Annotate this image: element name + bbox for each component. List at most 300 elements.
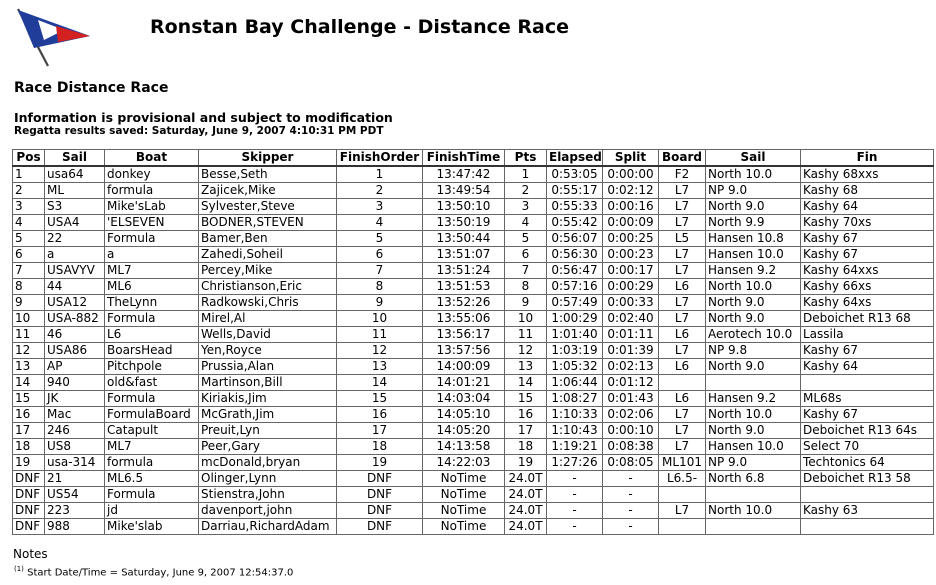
cell-finish-time: 14:05:10 bbox=[423, 407, 505, 423]
cell-finish-order: DNF bbox=[337, 471, 423, 487]
col-header-board: Board bbox=[659, 150, 706, 167]
cell-sail-make: North 9.0 bbox=[706, 295, 801, 311]
cell-sail-make: North 9.0 bbox=[706, 359, 801, 375]
table-row bbox=[13, 423, 934, 439]
cell-sail-make: North 9.0 bbox=[706, 199, 801, 215]
cell-pts: 3 bbox=[505, 199, 547, 215]
cell-finish-order: 17 bbox=[337, 423, 423, 439]
cell-skipper: Martinson,Bill bbox=[199, 375, 337, 391]
cell-elapsed: 0:57:49 bbox=[547, 295, 603, 311]
cell-finish-time: 14:01:21 bbox=[423, 375, 505, 391]
cell-sail: USA-882 bbox=[45, 311, 105, 327]
cell-pos: 9 bbox=[13, 295, 45, 311]
cell-sail: 246 bbox=[45, 423, 105, 439]
cell-board: L7 bbox=[659, 407, 706, 423]
cell-pts: 24.0T bbox=[505, 487, 547, 503]
cell-elapsed: 1:19:21 bbox=[547, 439, 603, 455]
cell-sail: US54 bbox=[45, 487, 105, 503]
results-table bbox=[12, 149, 934, 535]
cell-sail-make: North 9.9 bbox=[706, 215, 801, 231]
cell-finish-time: 13:57:56 bbox=[423, 343, 505, 359]
cell-pos: 4 bbox=[13, 215, 45, 231]
cell-board: L6.5- bbox=[659, 471, 706, 487]
cell-fin bbox=[801, 375, 934, 391]
col-header-finish-order: FinishOrder bbox=[337, 150, 423, 167]
start-time-note bbox=[14, 565, 293, 578]
cell-fin: Kashy 64 bbox=[801, 199, 934, 215]
cell-sail: US8 bbox=[45, 439, 105, 455]
cell-finish-time: 13:51:53 bbox=[423, 279, 505, 295]
cell-fin: Kashy 67 bbox=[801, 407, 934, 423]
cell-finish-order: 5 bbox=[337, 231, 423, 247]
cell-board: ML101 bbox=[659, 455, 706, 471]
cell-boat: Formula bbox=[105, 487, 199, 503]
cell-boat: Catapult bbox=[105, 423, 199, 439]
cell-sail: a bbox=[45, 247, 105, 263]
cell-board: L7 bbox=[659, 439, 706, 455]
cell-split: 0:00:23 bbox=[603, 247, 659, 263]
cell-skipper: McGrath,Jim bbox=[199, 407, 337, 423]
cell-sail: 44 bbox=[45, 279, 105, 295]
cell-skipper: Zahedi,Soheil bbox=[199, 247, 337, 263]
col-header-pts: Pts bbox=[505, 150, 547, 167]
cell-sail: 22 bbox=[45, 231, 105, 247]
cell-sail: S3 bbox=[45, 199, 105, 215]
cell-finish-time: 13:49:54 bbox=[423, 183, 505, 199]
cell-finish-order: 14 bbox=[337, 375, 423, 391]
cell-boat: Formula bbox=[105, 311, 199, 327]
results-saved-timestamp: Regatta results saved: Saturday, June 9, 2007 4:10:31 PM PDT bbox=[14, 125, 384, 137]
cell-pts: 15 bbox=[505, 391, 547, 407]
cell-pts: 6 bbox=[505, 247, 547, 263]
cell-pts: 24.0T bbox=[505, 519, 547, 535]
cell-boat: FormulaBoard bbox=[105, 407, 199, 423]
cell-pts: 12 bbox=[505, 343, 547, 359]
table-row bbox=[13, 455, 934, 471]
cell-skipper: davenport,john bbox=[199, 503, 337, 519]
cell-finish-order: DNF bbox=[337, 487, 423, 503]
cell-elapsed: 0:56:30 bbox=[547, 247, 603, 263]
cell-pts: 2 bbox=[505, 183, 547, 199]
cell-sail-make: North 9.0 bbox=[706, 311, 801, 327]
cell-board: L7 bbox=[659, 503, 706, 519]
cell-pos: 13 bbox=[13, 359, 45, 375]
cell-elapsed: - bbox=[547, 487, 603, 503]
cell-fin: Deboichet R13 58 bbox=[801, 471, 934, 487]
cell-finish-time: NoTime bbox=[423, 519, 505, 535]
cell-sail-make: North 10.0 bbox=[706, 279, 801, 295]
cell-elapsed: 1:27:26 bbox=[547, 455, 603, 471]
cell-elapsed: - bbox=[547, 471, 603, 487]
cell-boat: formula bbox=[105, 455, 199, 471]
cell-split: - bbox=[603, 471, 659, 487]
cell-sail-make: NP 9.8 bbox=[706, 343, 801, 359]
cell-finish-time: 14:13:58 bbox=[423, 439, 505, 455]
cell-sail: JK bbox=[45, 391, 105, 407]
cell-sail-make: NP 9.0 bbox=[706, 455, 801, 471]
cell-pos: 2 bbox=[13, 183, 45, 199]
table-row bbox=[13, 519, 934, 535]
cell-split: 0:00:10 bbox=[603, 423, 659, 439]
cell-fin: Deboichet R13 64s bbox=[801, 423, 934, 439]
cell-boat: Mike'slab bbox=[105, 519, 199, 535]
cell-finish-order: 16 bbox=[337, 407, 423, 423]
cell-elapsed: 1:03:19 bbox=[547, 343, 603, 359]
cell-pos: 3 bbox=[13, 199, 45, 215]
provisional-info: Information is provisional and subject to modification bbox=[14, 110, 393, 125]
cell-boat: old&fast bbox=[105, 375, 199, 391]
cell-fin: Kashy 64 bbox=[801, 359, 934, 375]
cell-board bbox=[659, 487, 706, 503]
cell-pts: 9 bbox=[505, 295, 547, 311]
cell-sail-make bbox=[706, 519, 801, 535]
cell-split: - bbox=[603, 519, 659, 535]
cell-board: L7 bbox=[659, 343, 706, 359]
cell-pts: 24.0T bbox=[505, 471, 547, 487]
cell-skipper: Preuit,Lyn bbox=[199, 423, 337, 439]
cell-finish-order: 1 bbox=[337, 166, 423, 183]
cell-pos: 15 bbox=[13, 391, 45, 407]
table-row bbox=[13, 279, 934, 295]
table-row bbox=[13, 295, 934, 311]
cell-fin bbox=[801, 487, 934, 503]
cell-finish-time: NoTime bbox=[423, 487, 505, 503]
cell-pos: DNF bbox=[13, 519, 45, 535]
cell-finish-order: DNF bbox=[337, 503, 423, 519]
cell-pos: 14 bbox=[13, 375, 45, 391]
cell-pts: 18 bbox=[505, 439, 547, 455]
cell-pos: 12 bbox=[13, 343, 45, 359]
cell-fin: Kashy 63 bbox=[801, 503, 934, 519]
cell-pts: 8 bbox=[505, 279, 547, 295]
cell-elapsed: 0:57:16 bbox=[547, 279, 603, 295]
cell-split: 0:02:40 bbox=[603, 311, 659, 327]
table-row bbox=[13, 183, 934, 199]
cell-skipper: Olinger,Lynn bbox=[199, 471, 337, 487]
cell-skipper: Bamer,Ben bbox=[199, 231, 337, 247]
cell-boat: a bbox=[105, 247, 199, 263]
cell-finish-time: NoTime bbox=[423, 503, 505, 519]
cell-split: 0:00:25 bbox=[603, 231, 659, 247]
results-header-row bbox=[13, 150, 934, 167]
cell-sail: USA4 bbox=[45, 215, 105, 231]
cell-pos: 7 bbox=[13, 263, 45, 279]
cell-finish-time: 14:00:09 bbox=[423, 359, 505, 375]
cell-finish-order: 2 bbox=[337, 183, 423, 199]
cell-pos: DNF bbox=[13, 503, 45, 519]
cell-boat: TheLynn bbox=[105, 295, 199, 311]
cell-boat: jd bbox=[105, 503, 199, 519]
burgee-flag-logo bbox=[12, 6, 92, 68]
cell-board bbox=[659, 375, 706, 391]
cell-pos: 11 bbox=[13, 327, 45, 343]
cell-finish-time: 14:05:20 bbox=[423, 423, 505, 439]
cell-pts: 16 bbox=[505, 407, 547, 423]
table-row bbox=[13, 199, 934, 215]
cell-elapsed: 1:01:40 bbox=[547, 327, 603, 343]
cell-elapsed: 1:10:43 bbox=[547, 423, 603, 439]
cell-pos: 18 bbox=[13, 439, 45, 455]
cell-finish-order: 19 bbox=[337, 455, 423, 471]
table-row bbox=[13, 231, 934, 247]
cell-skipper: Sylvester,Steve bbox=[199, 199, 337, 215]
cell-finish-order: 4 bbox=[337, 215, 423, 231]
cell-skipper: Mirel,Al bbox=[199, 311, 337, 327]
cell-skipper: BODNER,STEVEN bbox=[199, 215, 337, 231]
cell-split: - bbox=[603, 487, 659, 503]
cell-finish-time: 13:51:24 bbox=[423, 263, 505, 279]
cell-board: L6 bbox=[659, 391, 706, 407]
cell-sail-make: Aerotech 10.0 bbox=[706, 327, 801, 343]
cell-skipper: Stienstra,John bbox=[199, 487, 337, 503]
cell-finish-time: 13:50:10 bbox=[423, 199, 505, 215]
cell-finish-time: 14:03:04 bbox=[423, 391, 505, 407]
cell-skipper: Yen,Royce bbox=[199, 343, 337, 359]
cell-fin: Kashy 66xs bbox=[801, 279, 934, 295]
col-header-finish-time: FinishTime bbox=[423, 150, 505, 167]
cell-board: L7 bbox=[659, 199, 706, 215]
table-row bbox=[13, 407, 934, 423]
cell-pos: 16 bbox=[13, 407, 45, 423]
cell-pts: 13 bbox=[505, 359, 547, 375]
cell-sail-make: North 6.8 bbox=[706, 471, 801, 487]
cell-sail: 46 bbox=[45, 327, 105, 343]
cell-sail: 988 bbox=[45, 519, 105, 535]
cell-boat: 'ELSEVEN bbox=[105, 215, 199, 231]
cell-sail: 223 bbox=[45, 503, 105, 519]
cell-finish-order: 7 bbox=[337, 263, 423, 279]
col-header-split: Split bbox=[603, 150, 659, 167]
cell-fin: Kashy 67 bbox=[801, 231, 934, 247]
cell-sail: usa-314 bbox=[45, 455, 105, 471]
col-header-fin: Fin bbox=[801, 150, 934, 167]
cell-fin: Lassila bbox=[801, 327, 934, 343]
cell-finish-order: DNF bbox=[337, 519, 423, 535]
cell-fin: Kashy 70xs bbox=[801, 215, 934, 231]
notes-heading: Notes bbox=[13, 547, 48, 561]
cell-board: L6 bbox=[659, 279, 706, 295]
cell-board: L6 bbox=[659, 327, 706, 343]
cell-board: L7 bbox=[659, 263, 706, 279]
cell-boat: ML7 bbox=[105, 263, 199, 279]
cell-fin: Kashy 64xxs bbox=[801, 263, 934, 279]
race-name-heading: Race Distance Race bbox=[14, 80, 169, 96]
cell-skipper: Percey,Mike bbox=[199, 263, 337, 279]
cell-fin: Kashy 64xs bbox=[801, 295, 934, 311]
cell-finish-time: NoTime bbox=[423, 471, 505, 487]
cell-fin: Techtonics 64 bbox=[801, 455, 934, 471]
cell-board: L7 bbox=[659, 247, 706, 263]
cell-sail: 21 bbox=[45, 471, 105, 487]
cell-split: 0:00:16 bbox=[603, 199, 659, 215]
cell-sail: ML bbox=[45, 183, 105, 199]
cell-split: 0:02:12 bbox=[603, 183, 659, 199]
cell-fin: ML68s bbox=[801, 391, 934, 407]
table-row bbox=[13, 439, 934, 455]
cell-split: 0:08:05 bbox=[603, 455, 659, 471]
cell-sail: 940 bbox=[45, 375, 105, 391]
cell-split: 0:00:29 bbox=[603, 279, 659, 295]
col-header-boat: Boat bbox=[105, 150, 199, 167]
cell-board: F2 bbox=[659, 166, 706, 183]
cell-boat: L6 bbox=[105, 327, 199, 343]
cell-finish-time: 13:50:19 bbox=[423, 215, 505, 231]
cell-finish-order: 6 bbox=[337, 247, 423, 263]
cell-fin: Deboichet R13 68 bbox=[801, 311, 934, 327]
cell-skipper: mcDonald,bryan bbox=[199, 455, 337, 471]
cell-skipper: Radkowski,Chris bbox=[199, 295, 337, 311]
cell-split: 0:00:09 bbox=[603, 215, 659, 231]
cell-finish-order: 9 bbox=[337, 295, 423, 311]
cell-skipper: Zajicek,Mike bbox=[199, 183, 337, 199]
col-header-skipper: Skipper bbox=[199, 150, 337, 167]
cell-board bbox=[659, 519, 706, 535]
cell-sail-make: North 10.0 bbox=[706, 407, 801, 423]
cell-board: L7 bbox=[659, 215, 706, 231]
cell-pts: 7 bbox=[505, 263, 547, 279]
col-header-elapsed: Elapsed bbox=[547, 150, 603, 167]
cell-elapsed: 0:55:33 bbox=[547, 199, 603, 215]
cell-finish-order: 11 bbox=[337, 327, 423, 343]
cell-sail-make: Hansen 9.2 bbox=[706, 391, 801, 407]
cell-elapsed: - bbox=[547, 503, 603, 519]
cell-split: 0:01:39 bbox=[603, 343, 659, 359]
cell-elapsed: 0:55:42 bbox=[547, 215, 603, 231]
cell-sail: usa64 bbox=[45, 166, 105, 183]
cell-sail: Mac bbox=[45, 407, 105, 423]
cell-boat: ML6 bbox=[105, 279, 199, 295]
cell-board: L7 bbox=[659, 311, 706, 327]
cell-finish-time: 13:56:17 bbox=[423, 327, 505, 343]
cell-elapsed: 1:05:32 bbox=[547, 359, 603, 375]
cell-fin: Kashy 68xxs bbox=[801, 166, 934, 183]
table-row bbox=[13, 215, 934, 231]
col-header-sail: Sail bbox=[45, 150, 105, 167]
table-row bbox=[13, 263, 934, 279]
cell-pos: 6 bbox=[13, 247, 45, 263]
note-marker: (1) bbox=[14, 565, 24, 573]
cell-sail-make: Hansen 10.0 bbox=[706, 439, 801, 455]
cell-boat: BoarsHead bbox=[105, 343, 199, 359]
table-row bbox=[13, 247, 934, 263]
cell-finish-time: 13:47:42 bbox=[423, 166, 505, 183]
cell-pos: 17 bbox=[13, 423, 45, 439]
table-row bbox=[13, 359, 934, 375]
cell-pts: 14 bbox=[505, 375, 547, 391]
cell-pos: 19 bbox=[13, 455, 45, 471]
cell-split: 0:02:13 bbox=[603, 359, 659, 375]
cell-split: 0:00:00 bbox=[603, 166, 659, 183]
cell-sail-make: NP 9.0 bbox=[706, 183, 801, 199]
cell-pos: DNF bbox=[13, 487, 45, 503]
cell-fin bbox=[801, 519, 934, 535]
cell-boat: formula bbox=[105, 183, 199, 199]
cell-finish-order: 12 bbox=[337, 343, 423, 359]
cell-elapsed: 1:06:44 bbox=[547, 375, 603, 391]
cell-elapsed: 0:56:07 bbox=[547, 231, 603, 247]
cell-board: L7 bbox=[659, 295, 706, 311]
cell-split: 0:01:43 bbox=[603, 391, 659, 407]
table-row bbox=[13, 471, 934, 487]
cell-sail-make: Hansen 10.8 bbox=[706, 231, 801, 247]
cell-boat: Mike'sLab bbox=[105, 199, 199, 215]
cell-pts: 4 bbox=[505, 215, 547, 231]
cell-finish-time: 13:52:26 bbox=[423, 295, 505, 311]
cell-fin: Kashy 68 bbox=[801, 183, 934, 199]
cell-pts: 24.0T bbox=[505, 503, 547, 519]
cell-boat: Formula bbox=[105, 391, 199, 407]
cell-sail-make: North 9.0 bbox=[706, 423, 801, 439]
cell-sail-make: Hansen 9.2 bbox=[706, 263, 801, 279]
cell-skipper: Besse,Seth bbox=[199, 166, 337, 183]
cell-elapsed: 1:00:29 bbox=[547, 311, 603, 327]
col-header-sail-make: Sail bbox=[706, 150, 801, 167]
cell-pos: 1 bbox=[13, 166, 45, 183]
cell-sail-make bbox=[706, 487, 801, 503]
cell-skipper: Christianson,Eric bbox=[199, 279, 337, 295]
cell-boat: donkey bbox=[105, 166, 199, 183]
cell-finish-order: 13 bbox=[337, 359, 423, 375]
cell-finish-order: 18 bbox=[337, 439, 423, 455]
cell-sail: AP bbox=[45, 359, 105, 375]
cell-elapsed: 0:53:05 bbox=[547, 166, 603, 183]
cell-pos: 10 bbox=[13, 311, 45, 327]
table-row bbox=[13, 375, 934, 391]
cell-finish-time: 14:22:03 bbox=[423, 455, 505, 471]
note-text: Start Date/Time = Saturday, June 9, 2007 12:54:37.0 bbox=[27, 567, 294, 579]
cell-finish-time: 13:50:44 bbox=[423, 231, 505, 247]
cell-finish-time: 13:55:06 bbox=[423, 311, 505, 327]
cell-sail: USA86 bbox=[45, 343, 105, 359]
cell-pos: 8 bbox=[13, 279, 45, 295]
cell-sail-make bbox=[706, 375, 801, 391]
cell-elapsed: 1:08:27 bbox=[547, 391, 603, 407]
cell-fin: Kashy 67 bbox=[801, 247, 934, 263]
cell-board: L5 bbox=[659, 231, 706, 247]
cell-sail-make: Hansen 10.0 bbox=[706, 247, 801, 263]
cell-elapsed: 0:55:17 bbox=[547, 183, 603, 199]
cell-split: 0:00:33 bbox=[603, 295, 659, 311]
cell-pts: 5 bbox=[505, 231, 547, 247]
cell-skipper: Peer,Gary bbox=[199, 439, 337, 455]
table-row bbox=[13, 166, 934, 183]
cell-pts: 19 bbox=[505, 455, 547, 471]
cell-finish-time: 13:51:07 bbox=[423, 247, 505, 263]
cell-split: 0:00:17 bbox=[603, 263, 659, 279]
table-row bbox=[13, 503, 934, 519]
cell-skipper: Wells,David bbox=[199, 327, 337, 343]
cell-split: 0:01:11 bbox=[603, 327, 659, 343]
cell-finish-order: 3 bbox=[337, 199, 423, 215]
cell-finish-order: 15 bbox=[337, 391, 423, 407]
cell-skipper: Prussia,Alan bbox=[199, 359, 337, 375]
cell-board: L6 bbox=[659, 359, 706, 375]
cell-finish-order: 8 bbox=[337, 279, 423, 295]
cell-finish-order: 10 bbox=[337, 311, 423, 327]
cell-elapsed: 0:56:47 bbox=[547, 263, 603, 279]
cell-boat: Pitchpole bbox=[105, 359, 199, 375]
cell-pts: 17 bbox=[505, 423, 547, 439]
cell-pos: 5 bbox=[13, 231, 45, 247]
cell-split: 0:08:38 bbox=[603, 439, 659, 455]
cell-skipper: Darriau,RichardAdam bbox=[199, 519, 337, 535]
cell-boat: ML7 bbox=[105, 439, 199, 455]
cell-boat: ML6.5 bbox=[105, 471, 199, 487]
cell-skipper: Kiriakis,Jim bbox=[199, 391, 337, 407]
cell-split: 0:01:12 bbox=[603, 375, 659, 391]
col-header-pos: Pos bbox=[13, 150, 45, 167]
cell-fin: Select 70 bbox=[801, 439, 934, 455]
